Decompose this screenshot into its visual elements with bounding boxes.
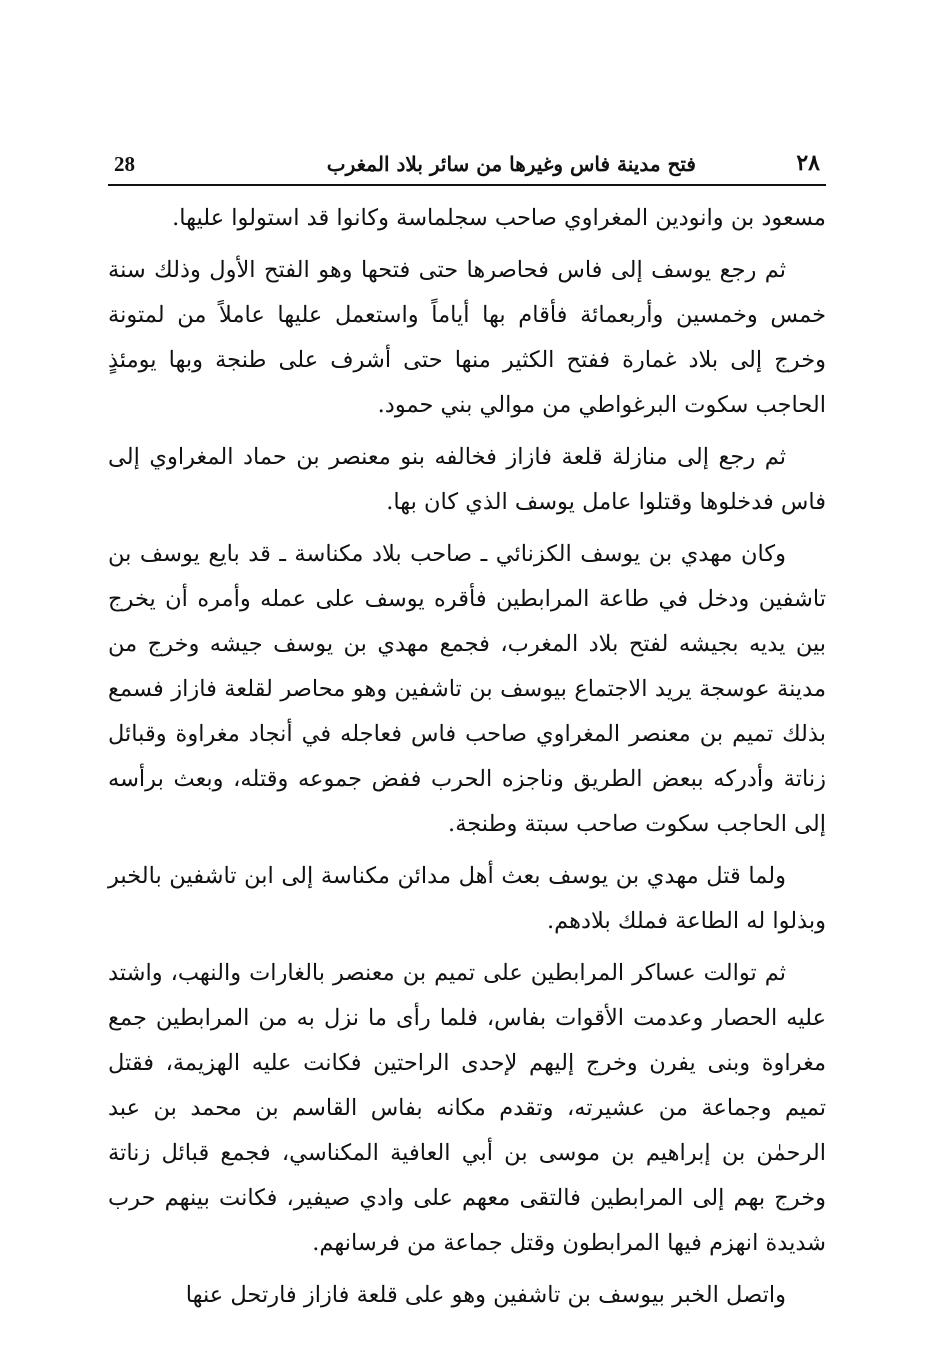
page-number-arabic: ٢٨ [796,150,820,176]
body-text [108,196,826,1325]
paragraph-4: وكان مهدي بن يوسف الكزنائي ـ صاحب بلاد مكناسة ـ قد بايع يوسف بن تاشفين ودخل في طاعة المرابطين فأقره يوسف على عمله وأمره أن يخرج بين يديه بجيشه لفتح بلاد المغرب، فجمع مهدي بن يوسف جيشه وخرج من مدينة عوسجة يريد الاجتماع بيوسف بن تاشفين وهو محاصر لقلعة فازاز فسمع بذلك تميم بن معنصر المغراوي صاحب فاس فعاجله في أنجاد مغراوة وقبائل زناتة وأدركه ببعض الطريق وناجزه الحرب ففض جموعه وقتله، وبعث برأسه إلى الحاجب سكوت صاحب سبتة وطنجة. [108,541,826,837]
paragraph-7: واتصل الخبر بيوسف بن تاشفين وهو على قلعة فازاز فارتحل عنها [185,1282,786,1308]
paragraph-1: مسعود بن وانودين المغراوي صاحب سجلماسة وكانوا قد استولوا عليها. [172,205,826,231]
running-title: فتح مدينة فاس وغيرها من سائر بلاد المغرب [326,152,696,176]
page-number-latin: 28 [114,152,135,176]
running-header [108,148,826,186]
paragraph-2: ثم رجع يوسف إلى فاس فحاصرها حتى فتحها وهو الفتح الأول وذلك سنة خمس وخمسين وأربعمائة فأقام بها أياماً واستعمل عليها عاملاً من لمتونة وخرج إلى بلاد غمارة ففتح الكثير منها حتى أشرف على طنجة وبها يومئذٍ الحاجب سكوت البرغواطي من موالي بني حمود. [108,257,826,418]
paragraph-6: ثم توالت عساكر المرابطين على تميم بن معنصر بالغارات والنهب، واشتد عليه الحصار وعدمت الأقوات بفاس، فلما رأى ما نزل به من المرابطين جمع مغراوة وبنى يفرن وخرج إليهم لإحدى الراحتين فكانت عليه الهزيمة، فقتل تميم وجماعة من عشيرته، وتقدم مكانه بفاس القاسم بن محمد بن عبد الرحمٰن بن إبراهيم بن موسى بن أبي العافية المكناسي، فجمع قبائل زناتة وخرج بهم إلى المرابطين فالتقى معهم على وادي صيفير، فكانت بينهم حرب شديدة انهزم فيها المرابطون وقتل جماعة من فرسانهم. [108,960,826,1256]
paragraph-3: ثم رجع إلى منازلة قلعة فازاز فخالفه بنو معنصر بن حماد المغراوي إلى فاس فدخلوها وقتلوا عامل يوسف الذي كان بها. [108,444,826,515]
paragraph-5: ولما قتل مهدي بن يوسف بعث أهل مدائن مكناسة إلى ابن تاشفين بالخبر وبذلوا له الطاعة فملك بلادهم. [108,863,826,934]
